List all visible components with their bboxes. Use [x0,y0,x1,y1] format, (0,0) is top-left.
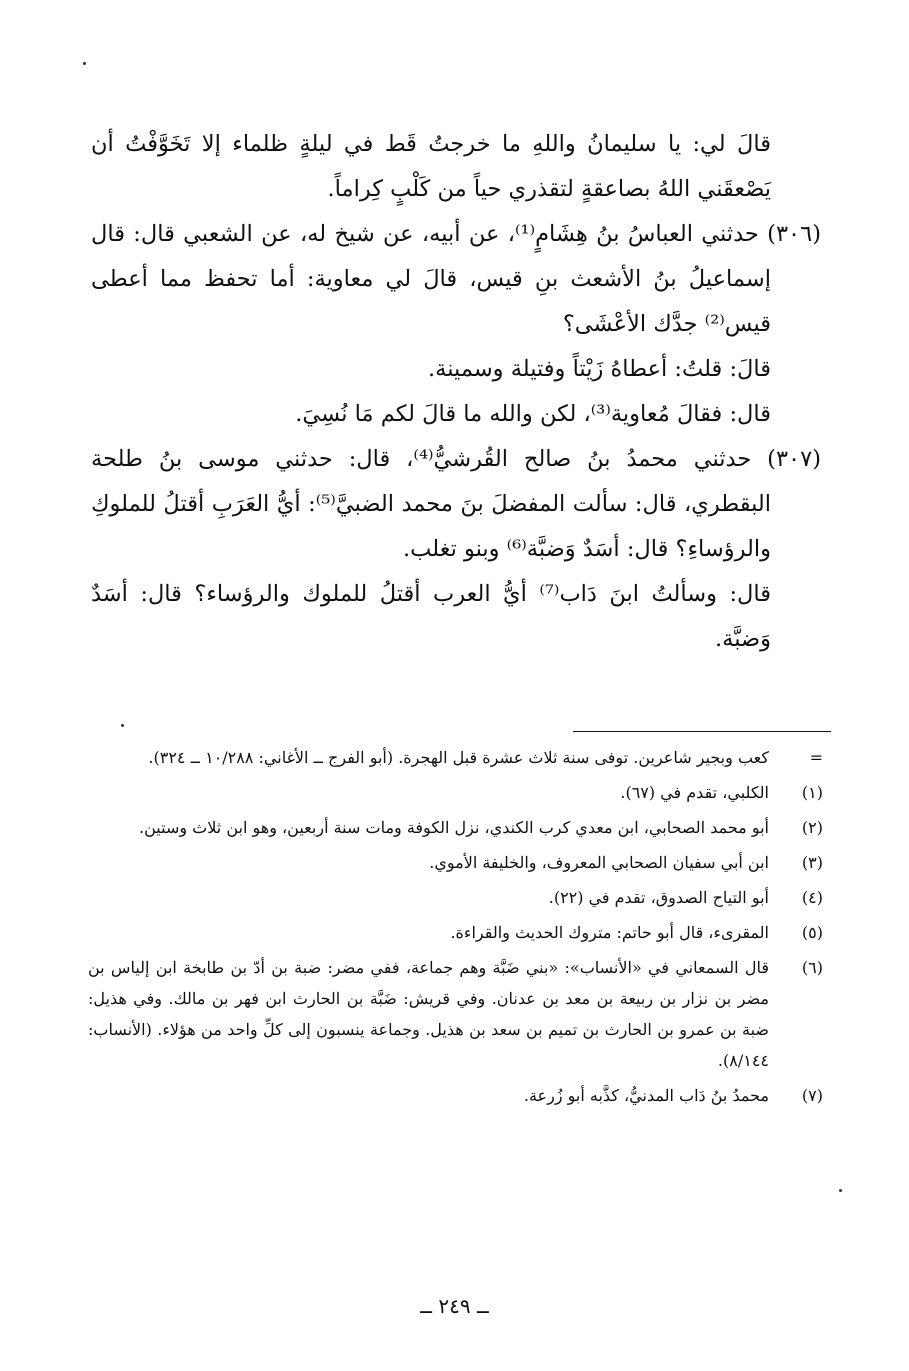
page-number: ــ ٢٤٩ ــ [420,1294,489,1318]
footnote-mark: (١) [801,783,823,802]
print-speck [839,1189,842,1192]
paragraph-reply: قالَ: قلتُ: أعطاهُ زَيْتاً وفتيلة وسمينة. [428,356,771,382]
footnote-1 [88,777,823,808]
report-306: (٣٠٦) حدثني العباسُ بنُ هِشَامٍ⁽¹⁾، عن أبيه، عن شيخ له، عن الشعبي قال: قال إسماعيلُ بنُ الأشعث بنِ قيس، قالَ لي معاوية: أما تحفظ مما أعطى قيس⁽²⁾ جدَّك الأعْشَى؟ [91,221,821,337]
footnote-mark: (٧) [801,1086,823,1105]
print-speck [83,62,86,65]
footnote-4 [88,882,823,913]
footnote-mark: = [809,748,823,767]
report-307: (٣٠٧) حدثني محمدُ بنُ صالح القُرشيُّ⁽⁴⁾، قال: حدثني موسى بنُ طلحة البقطري، قال: سألت المفضلَ بنَ محمد الضبيَّ⁽⁵⁾: أيُّ العَرَبِ أقتلُ للملوكِ والرؤساءِ؟ قال: أسَدٌ وَضبَّة⁽⁶⁾ وبنو تغلب. [91,446,821,562]
footnote-text: الكلبي، تقدم في (٦٧). [620,783,769,802]
footnote-text: أبو التياح الصدوق، تقدم في (٢٢). [548,888,769,907]
footnote-5 [88,917,823,948]
footnote-divider [573,731,831,732]
footnote-mark: (٥) [801,923,823,942]
paragraph-continuation: قالَ لي: يا سليمانُ واللهِ ما خرجتُ قَط في ليلةٍ ظلماء إلا تَخَوَّفْتُ أن يَصْعقَني اللهُ بصاعقةٍ لتقذري حياً من كَلْبٍ كِراماً. [91,131,771,202]
main-text [91,122,821,662]
footnote-text: كعب وبجير شاعرين. توفى سنة ثلاث عشرة قبل الهجرة. (أبو الفرج ــ الأغاني: ١٠/٢٨٨ ــ ٣٢٤). [148,748,769,767]
print-speck [121,724,124,727]
footnote-mark: (٤) [801,888,823,907]
footnote-mark: (٦) [801,958,823,977]
footnote-text: المقرىء، قال أبو حاتم: متروك الحديث والقراءة. [450,923,769,942]
footnotes [88,742,823,1115]
footnote-mark: (٣) [801,853,823,872]
footnote-6 [88,952,823,1076]
footnote-continued [88,742,823,773]
footnote-2 [88,812,823,843]
footnote-7 [88,1080,823,1111]
footnote-3 [88,847,823,878]
footnote-text: محمدُ بنُ دَاب المدنيُّ، كذَّبه أبو زُرعة. [523,1086,769,1105]
footnote-text: قال السمعاني في «الأنساب»: «بني ضَبَّة وهم جماعة، ففي مضر: ضبة بن أدّ بن طابخة ابن إلياس بن مضر بن نزار بن ربيعة بن معد بن عدنان. وفي قريش: ضَبَّة بن الحارث ابن فهر بن مالك. وفي هذيل: ضبة بن عمرو بن الحارث بن تميم بن سعد بن هذيل. وجماعة ينسبون إلى كلِّ واحد من هؤلاء. (الأنساب: ٨/١٤٤). [88,958,770,1070]
footnote-text: ابن أبي سفيان الصحابي المعروف، والخليفة الأموي. [429,853,769,872]
paragraph-ibn-dab: قال: وسألتُ ابنَ دَاب⁽⁷⁾ أيُّ العرب أقتلُ للملوك والرؤساء؟ قال: أسَدٌ وَضبَّة. [91,581,771,652]
paragraph-muawiya: قال: فقالَ مُعاوية⁽³⁾، لكن والله ما قالَ لكم مَا نُسِيَ. [295,401,771,427]
footnote-text: أبو محمد الصحابي، ابن معدي كرب الكندي، نزل الكوفة ومات سنة أربعين، وهو ابن ثلاث وستين. [139,818,769,837]
footnote-mark: (٢) [801,818,823,837]
